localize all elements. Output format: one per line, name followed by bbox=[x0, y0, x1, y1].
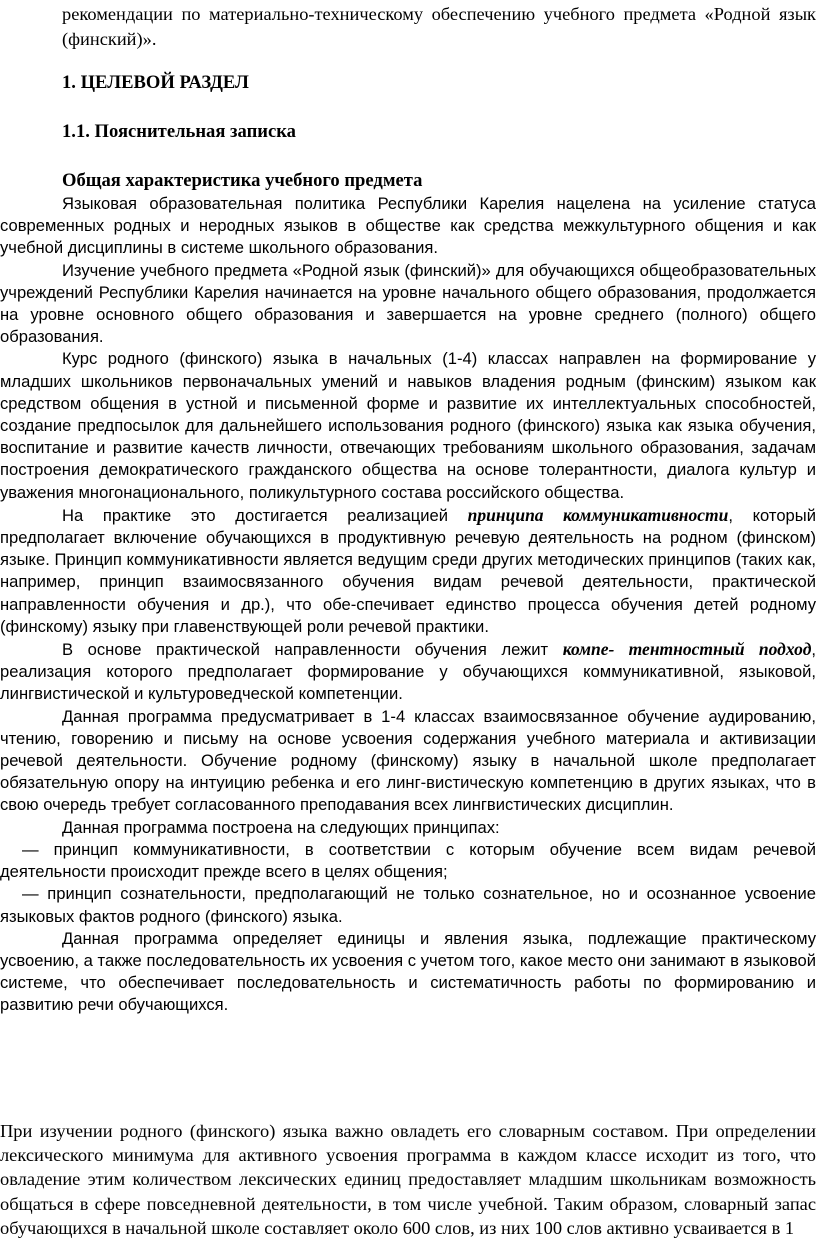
paragraph-5-rest: , реализация которого предполагает формирование у обучающихся коммуникативной, языковой, лингвистической и культуроведческой компетенции. bbox=[0, 640, 816, 704]
paragraph-4 bbox=[0, 504, 816, 638]
paragraph-4-start: На практике это достигается реализацией bbox=[62, 505, 468, 525]
paragraph-2: Изучение учебного предмета «Родной язык (финский)» для обучающихся общеобразовательных учреждений Республики Карелия начинается на уровне начального общего образования, продолжается на уровне основного общего образования и завершается на уровне среднего (полного) общего образования. bbox=[0, 260, 816, 347]
principle-item-2: — принцип сознательности, предполагающий не только сознательное, но и осознанное усвоение языковых фактов родного (финского) языка. bbox=[0, 884, 816, 926]
paragraph-3: Курс родного (финского) языка в начальных (1-4) классах направлен на формирование у младших школьников первоначальных умений и навыков владения родным (финским) языком как средством общения в устной и письменной форме и развитие их интеллектуальных способностей, создание предпосылок для дальнейшего использования родного (финского) языка как языка обучения, воспитание и развитие качеств личности, отвечающих требованиям школьного образования, задачам построения демократического гражданского общества на основе толерантности, диалога культур и уважения многонационального, поликультурного состава российского общества. bbox=[0, 349, 816, 502]
paragraph-5-start: В основе практической направленности обучения лежит bbox=[62, 640, 563, 660]
paragraph-4-rest: , который предполагает включение обучающихся в продуктивную речевую деятельность на родном (финском) языке. Принцип коммуникативности является ведущим среди других методических принципов (таких как, например, принцип взаимосвязанного обучения видам речевой деятельности, практической направленности обучения и др.), что обе-спечивает единство процесса обучения детей родному (финскому) языку при главенствующей роли речевой практики. bbox=[0, 505, 816, 636]
subsection-title: 1.1. Пояснительная записка bbox=[62, 121, 296, 142]
emphasis-competence-approach: компе- тентностный подход bbox=[562, 639, 812, 660]
subheading: Общая характеристика учебного предмета bbox=[62, 170, 423, 191]
principle-item-1: — принцип коммуникативности, в соответствии с которым обучение всем видам речевой деятельности происходит прежде всего в целях общения; bbox=[0, 839, 816, 882]
paragraph-5 bbox=[0, 638, 816, 706]
closing-text bbox=[0, 1119, 816, 1240]
emphasis-communicativeness: принципа коммуникативности bbox=[467, 504, 729, 525]
section-title: 1. ЦЕЛЕВОЙ РАЗДЕЛ bbox=[62, 72, 249, 93]
paragraph-1: Языковая образовательная политика Республики Карелия нацелена на усиление статуса современных родных и неродных языков в обществе как средства межкультурного общения и как учебной дисциплины в системе школьного образования. bbox=[0, 194, 816, 258]
body-text bbox=[0, 193, 816, 1017]
paragraph-9: При изучении родного (финского) языка важно овладеть его словарным составом. При определении лексического минимума для активного усвоения программа в каждом классе исходит из того, что овладение этим количеством лексических единиц предоставляет младшим школьникам возможность общаться в сфере повседневной деятельности, в том числе учебной. Таким образом, словарный запас обучающихся в начальной школе составляет около 600 слов, из них 100 слов активно усваивается в 1 bbox=[0, 1121, 816, 1238]
paragraph-6: Данная программа предусматривает в 1-4 классах взаимосвязанное обучение аудированию, чтению, говорению и письму на основе усвоения содержания учебного материала и активизации речевой деятельности. Обучение родному (финскому) языку в начальной школе предполагает обязательную опору на интуицию ребенка и его линг-вистическую компетенцию в других языках, что в свою очередь требует согласованного преподавания всех лингвистических дисциплин. bbox=[0, 706, 816, 815]
paragraph-8: Данная программа определяет единицы и явления языка, подлежащие практическому усвоению, а также последовательность их усвоения с учетом того, какое место они занимают в языковой системе, что обеспечивает последовательность и систематичность работы по формированию и развитию речи обучающихся. bbox=[0, 928, 816, 1015]
paragraph-7: Данная программа построена на следующих принципах: bbox=[62, 817, 500, 837]
intro-text: рекомендации по материально-техническому обеспечению учебного предмета «Родной язык (финский)». bbox=[62, 4, 816, 49]
